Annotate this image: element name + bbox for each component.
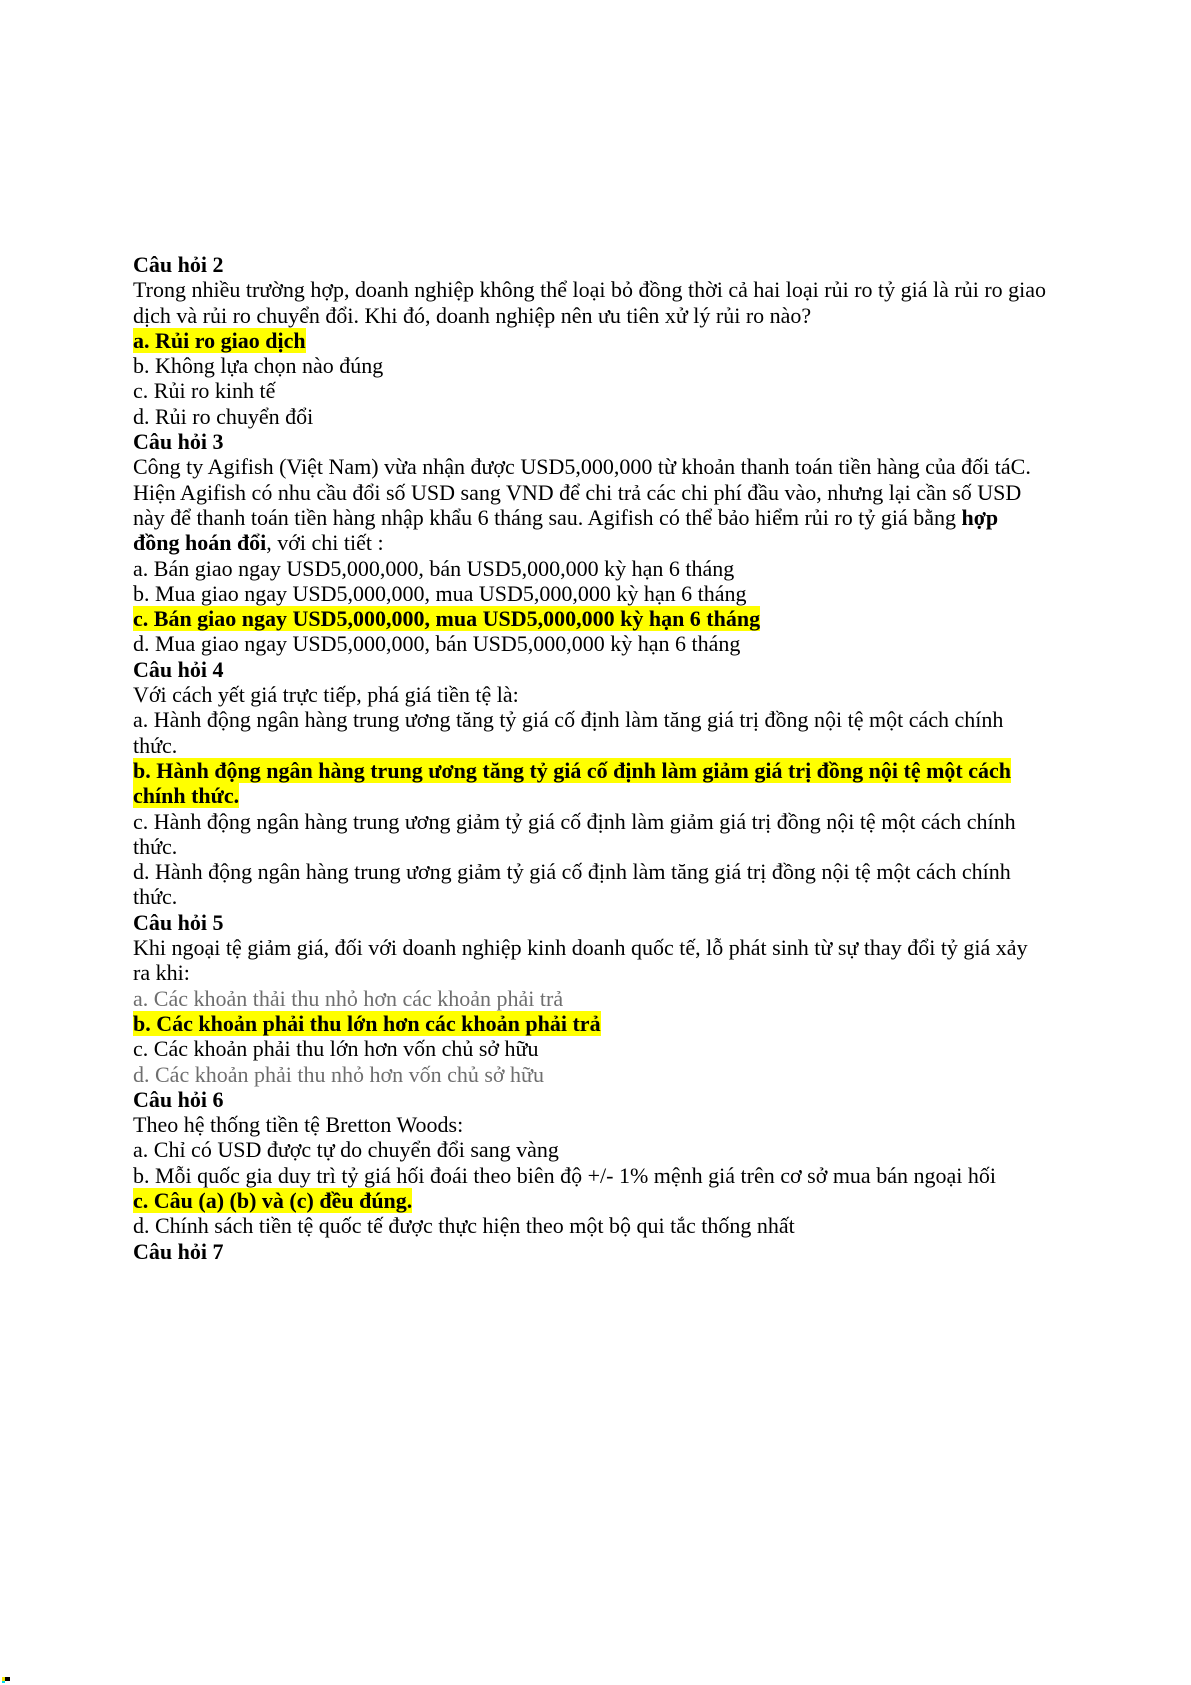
question-6-option-b: b. Mỗi quốc gia duy trì tỷ giá hối đoái theo biên độ +/- 1% mệnh giá trên cơ sở mua bán ngoại hối — [133, 1162, 996, 1188]
question-5-option-a: a. Các khoản thải thu nhỏ hơn các khoản phải trả — [133, 985, 564, 1011]
question-2-option-c: c. Rủi ro kinh tế — [133, 378, 276, 404]
question-6-title: Câu hỏi 6 — [133, 1086, 224, 1112]
question-5-option-d: d. Các khoản phải thu nhỏ hơn vốn chủ sở hữu — [133, 1061, 544, 1087]
question-3-text-post: , với chi tiết : — [266, 530, 384, 556]
highlighted-answer: c. Bán giao ngay USD5,000,000, mua USD5,000,000 kỳ hạn 6 tháng — [133, 606, 761, 632]
question-2-option-b: b. Không lựa chọn nào đúng — [133, 353, 384, 379]
quiz-content — [133, 252, 1048, 1264]
question-6-option-a: a. Chỉ có USD được tự do chuyển đổi sang vàng — [133, 1137, 559, 1163]
question-3-option-c — [133, 606, 1048, 631]
highlighted-answer: b. Hành động ngân hàng trung ương tăng tỷ giá cố định làm giảm giá trị đồng nội tệ một cách chính thức. — [133, 757, 1012, 809]
question-3-title: Câu hỏi 3 — [133, 429, 224, 455]
question-2-option-d: d. Rủi ro chuyển đổi — [133, 403, 314, 429]
highlighted-answer: c. Câu (a) (b) và (c) đều đúng. — [133, 1187, 413, 1213]
question-5-text: Khi ngoại tệ giảm giá, đối với doanh nghiệp kinh doanh quốc tế, lỗ phát sinh từ sự thay đổi tỷ giá xảy ra khi: — [133, 935, 1028, 986]
question-3-option-d: d. Mua giao ngay USD5,000,000, bán USD5,000,000 kỳ hạn 6 tháng — [133, 631, 741, 657]
question-4-option-c: c. Hành động ngân hàng trung ương giảm tỷ giá cố định làm giảm giá trị đồng nội tệ một cách chính thức. — [133, 808, 1016, 859]
question-3-text-pre: Công ty Agifish (Việt Nam) vừa nhận được USD5,000,000 từ khoản thanh toán tiền hàng của đối táC. Hiện Agifish có nhu cầu đổi số USD sang VND để chi trả các chi phí đầu vào, nhưng lại cần số USD này để thanh toán tiền hàng nhập khẩu 6 tháng sau. Agifish có thể bảo hiểm rủi ro tỷ giá bằng — [133, 454, 1031, 530]
question-6-option-d: d. Chính sách tiền tệ quốc tế được thực hiện theo một bộ qui tắc thống nhất — [133, 1213, 795, 1239]
question-4-option-a: a. Hành động ngân hàng trung ương tăng tỷ giá cố định làm tăng giá trị đồng nội tệ một cách chính thức. — [133, 707, 1004, 758]
scan-artifact-cyan — [2, 1681, 5, 1683]
question-4-title: Câu hỏi 4 — [133, 656, 224, 682]
question-3-text-bold: hợp đồng hoán đổi — [133, 504, 999, 556]
question-5-option-c: c. Các khoản phải thu lớn hơn vốn chủ sở hữu — [133, 1036, 539, 1062]
question-3-option-b: b. Mua giao ngay USD5,000,000, mua USD5,000,000 kỳ hạn 6 tháng — [133, 580, 747, 606]
highlighted-answer: a. Rủi ro giao dịch — [133, 327, 306, 353]
question-6-option-c — [133, 1188, 1048, 1213]
question-6-text: Theo hệ thống tiền tệ Bretton Woods: — [133, 1112, 464, 1138]
question-2-text: Trong nhiều trường hợp, doanh nghiệp không thể loại bỏ đồng thời cả hai loại rủi ro tỷ giá là rủi ro giao dịch và rủi ro chuyển đổi. Khi đó, doanh nghiệp nên ưu tiên xử lý rủi ro nào? — [133, 277, 1047, 328]
question-5-option-b — [133, 1011, 1048, 1036]
scan-artifact — [2, 1677, 11, 1683]
question-3-text — [133, 454, 1048, 555]
highlighted-answer: b. Các khoản phải thu lớn hơn các khoản phải trả — [133, 1010, 601, 1036]
scan-artifact-black — [5, 1677, 10, 1681]
question-2-title: Câu hỏi 2 — [133, 252, 224, 277]
question-4-text: Với cách yết giá trực tiếp, phá giá tiền tệ là: — [133, 682, 519, 708]
question-2-option-a — [133, 328, 1048, 353]
question-4-option-d: d. Hành động ngân hàng trung ương giảm tỷ giá cố định làm tăng giá trị đồng nội tệ một cách chính thức. — [133, 859, 1011, 910]
question-7-title: Câu hỏi 7 — [133, 1238, 224, 1264]
question-3-option-a: a. Bán giao ngay USD5,000,000, bán USD5,000,000 kỳ hạn 6 tháng — [133, 555, 735, 581]
question-4-option-b — [133, 758, 1048, 809]
question-5-title: Câu hỏi 5 — [133, 909, 224, 935]
